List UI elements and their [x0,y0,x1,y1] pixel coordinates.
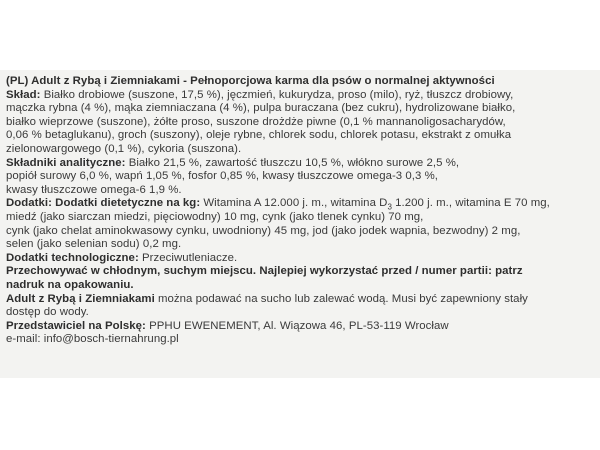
tech-additives-line: Dodatki technologiczne: Przeciwutleniacze. [6,251,238,264]
serving-line-2: dostęp do wody. [6,306,89,319]
representative-heading: Przedstawiciel na Polskę: [6,319,146,332]
product-label [0,70,600,378]
email-line: e-mail: info@bosch-tiernahrung.pl [6,333,179,346]
serving-product-name: Adult z Rybą i Ziemniakami [6,292,155,305]
additives-line-4: selen (jako selenian sodu) 0,2 mg. [6,238,182,251]
ingredients-line-1: Skład: Białko drobiowe (suszone, 17,5 %), jęczmień, kukurydza, proso (milo), ryż, tłuszcz drobiowy, [6,88,514,101]
serving-line-1: Adult z Rybą i Ziemniakami można podawać na sucho lub zalewać wodą. Musi być zapewniony stały [6,292,528,305]
analytical-line-2: popiół surowy 6,0 %, wapń 1,05 %, fosfor 0,85 %, kwasy tłuszczowe omega-3 0,3 %, [6,170,438,183]
additives-line-2: miedź (jako siarczan miedzi, pięciowodny) 10 mg, cynk (jako tlenek cynku) 70 mg, [6,210,424,223]
ingredients-line-4: 0,06 % betaglukanu), groch (suszony), oleje rybne, chlorek sodu, chlorek potasu, ekstrakt z omułka [6,129,512,142]
tech-additives-heading: Dodatki technologiczne: [6,251,139,264]
analytical-line-1: Składniki analityczne: Białko 21,5 %, zawartość tłuszczu 10,5 %, włókno surowe 2,5 %, [6,156,460,169]
representative-line: Przedstawiciel na Polskę: PPHU EWENEMENT, Al. Wiązowa 46, PL-53-119 Wrocław [6,319,449,332]
additives-line-1: Dodatki: Dodatki dietetyczne na kg: Witamina A 12.000 j. m., witamina $D_3$ 1.200 j. m., witamina E 70 mg, [6,197,550,211]
ingredients-line-5: zielonowargowego (0,1 %), cykoria (suszona). [6,142,242,155]
storage-line-1: Przechowywać w chłodnym, suchym miejscu. Najlepiej wykorzystać przed / numer partii: patrz [6,265,523,278]
label-title: (PL) Adult z Rybą i Ziemniakami - Pełnoporcjowa karma dla psów o normalnej aktywności [6,75,495,87]
ingredients-line-2: mączka rybna (4 %), mąka ziemniaczana (4 %), pulpa buraczana (bez cukru), hydrolizowane białko, [6,102,516,115]
additives-line-3: cynk (jako chelat aminokwasowy cynku, uwodniony) 45 mg, jod (jako jodek wapnia, bezwodny) 2 mg, [6,224,521,237]
analytical-line-3: kwasy tłuszczowe omega-6 1,9 %. [6,183,182,196]
ingredients-line-3: białko wieprzowe (suszone), żółte proso, suszone drożdże piwne (0,1 % mannanoligosacharydów, [6,115,506,128]
additives-heading: Dodatki: Dodatki dietetyczne na kg: [6,197,201,210]
storage-line-2: nadruk na opakowaniu. [6,278,134,291]
ingredients-heading: Skład: [6,88,41,101]
analytical-heading: Składniki analityczne: [6,156,126,169]
